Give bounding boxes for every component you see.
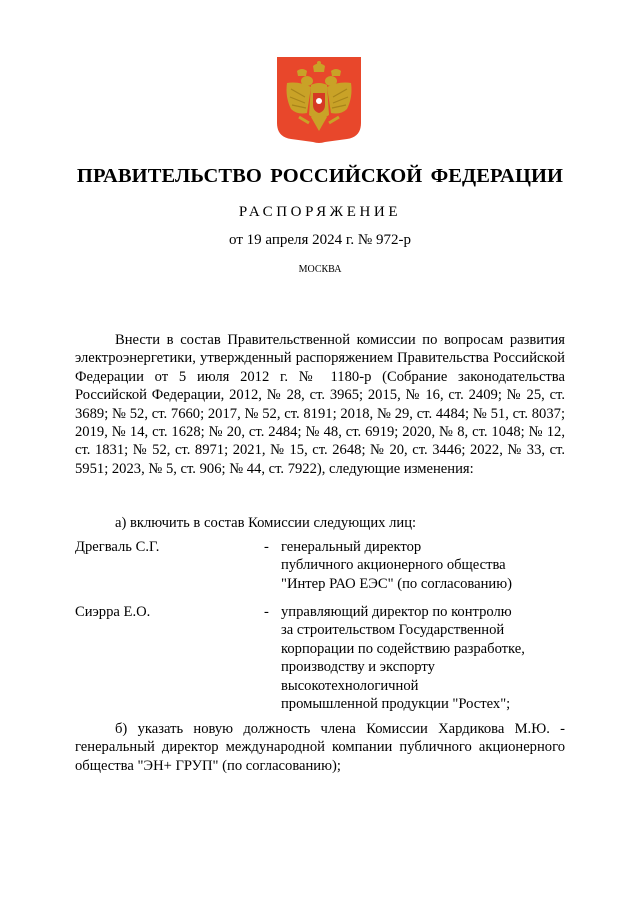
government-title: ПРАВИТЕЛЬСТВО РОССИЙСКОЙ ФЕДЕРАЦИИ: [76, 165, 564, 187]
coat-of-arms-icon: [277, 57, 361, 144]
member-dash: -: [264, 604, 269, 620]
item-a-paragraph: а) включить в состав Комиссии следующих лиц:: [115, 515, 417, 531]
member-dash: -: [264, 539, 269, 555]
document-type: РАСПОРЯЖЕНИЕ: [238, 204, 402, 220]
document-city: МОСКВА: [298, 264, 342, 275]
item-b-paragraph: б) указать новую должность члена Комиссии Хардикова М.Ю. - генеральный директор международной компании публичного акционерного общества "ЭН+ ГРУП" (по согласованию);: [75, 721, 565, 774]
member-role: управляющий директор по контролю за строительством Государственной корпорации по содействию разработке, производству и экспорту высокотехнологичной промышленной продукции "Ростех";: [281, 604, 525, 713]
member-role: генеральный директор публичного акционерного общества "Интер РАО ЕЭС" (по согласованию): [281, 539, 512, 592]
member-name: Сиэрра Е.О.: [75, 604, 151, 620]
member-row: [75, 538, 565, 598]
member-row: [75, 603, 565, 713]
member-name: Дрегваль С.Г.: [75, 539, 160, 555]
document-date-number: от 19 апреля 2024 г. № 972-р: [229, 232, 411, 248]
intro-paragraph: Внести в состав Правительственной комиссии по вопросам развития электроэнергетики, утвержденный распоряжением Правительства Российской Федерации от 5 июля 2012 г. № 1180-р (Собрание законодательства Российской Федерации, 2012, № 28, ст. 3965; 2015, № 16, ст. 2409; № 25, ст. 3689; № 52, ст. 7660; 2017, № 52, ст. 8191; 2018, № 29, ст. 4484; № 51, ст. 8037; 2019, № 14, ст. 1628; № 20, ст. 2484; № 48, ст. 6919; 2020, № 8, ст. 1048; № 12, ст. 1831; № 52, ст. 8971; 2021, № 15, ст. 2648; № 20, ст. 3446; 2022, № 33, ст. 5951; 2023, № 5, ст. 906; № 44, ст. 7922), следующие изменения:: [75, 332, 565, 477]
